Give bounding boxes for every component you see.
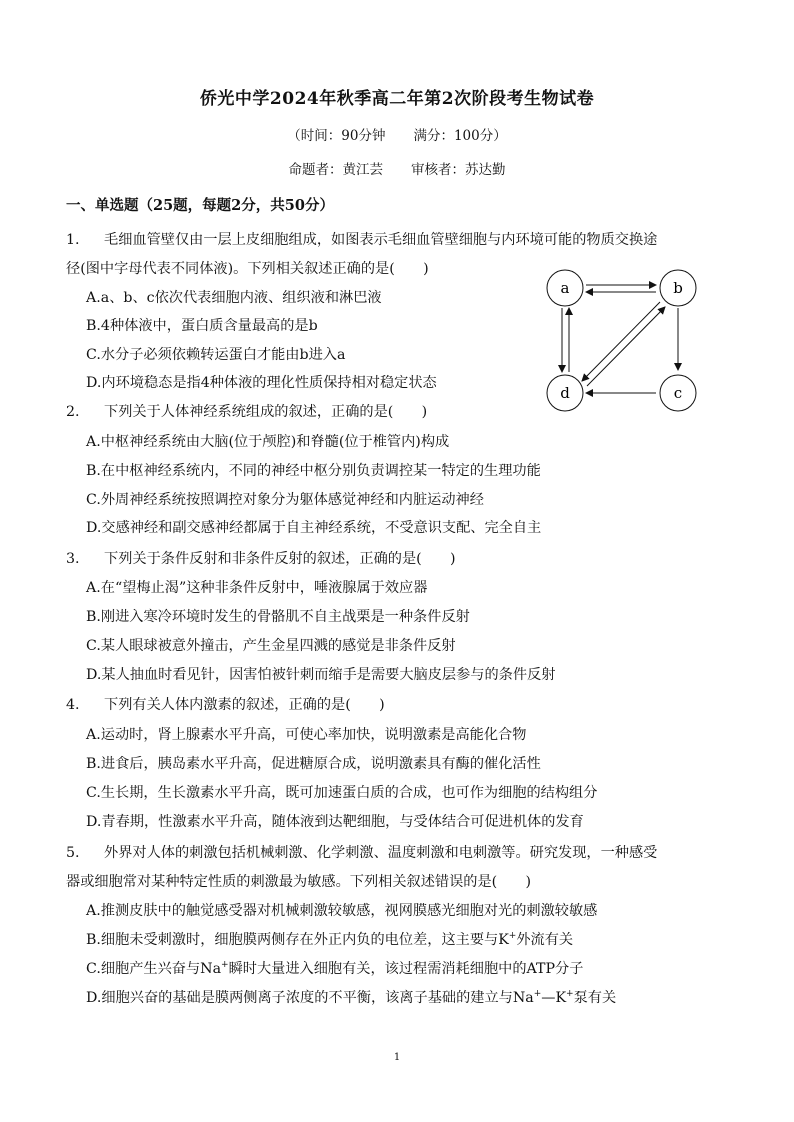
question-number: 5.: [66, 845, 80, 861]
question-4-option-a: A.运动时，肾上腺素水平升高，可使心率加快，说明激素是高能化合物: [86, 727, 527, 743]
reviewer-info: 审核者：苏达勤: [411, 162, 506, 178]
node-b: [660, 270, 696, 306]
question-1-stem-line2: 径(图中字母代表不同体液)。下列相关叙述正确的是( ): [66, 261, 429, 277]
question-1-option-a: A.a、b、c依次代表细胞内液、组织液和淋巴液: [86, 290, 382, 306]
node-b-label: b: [673, 279, 683, 297]
node-c: [660, 375, 696, 411]
question-5-stem-line2: 器或细胞常对某种特定性质的刺激最为敏感。下列相关叙述错误的是( ): [66, 874, 532, 890]
question-2-option-d: D.交感神经和副交感神经都属于自主神经系统，不受意识支配、完全自主: [86, 520, 542, 536]
exam-authors: [0, 158, 794, 178]
question-5-option-b: B.细胞未受刺激时，细胞膜两侧存在外正内负的电位差，这主要与K+外流有关: [86, 931, 574, 948]
question-3-option-b: B.刚进入寒冷环境时发生的骨骼肌不自主战栗是一种条件反射: [86, 609, 470, 625]
question-3-option-c: C.某人眼球被意外撞击，产生金星四溅的感觉是非条件反射: [86, 638, 456, 654]
question-number: 2.: [66, 404, 80, 420]
arrow-d-to-b: [587, 307, 665, 386]
exam-title: 侨光中学2024年秋季高二年第2次阶段考生物试卷: [199, 89, 595, 109]
question-3-stem: 3. 下列关于条件反射和非条件反射的叙述，正确的是( ): [66, 551, 456, 567]
question-number: 1.: [66, 232, 80, 248]
question-2-stem: 2. 下列关于人体神经系统组成的叙述，正确的是( ): [66, 404, 428, 420]
arrow-b-to-d: [582, 302, 660, 381]
page-number: 1: [393, 1052, 401, 1063]
question-1-option-b: B.4种体液中，蛋白质含量最高的是b: [86, 318, 318, 334]
question-number: 4.: [66, 697, 80, 713]
node-a-label: a: [560, 279, 570, 297]
node-d: [547, 375, 583, 411]
body-fluid-diagram: [530, 262, 730, 417]
question-4-stem: 4. 下列有关人体内激素的叙述，正确的是( ): [66, 697, 385, 713]
question-3-option-a: A.在“望梅止渴”这种非条件反射中，唾液腺属于效应器: [86, 580, 428, 596]
question-2-option-a: A.中枢神经系统由大脑(位于颅腔)和脊髓(位于椎管内)构成: [86, 434, 450, 450]
question-2-option-c: C.外周神经系统按照调控对象分为躯体感觉神经和内脏运动神经: [86, 492, 484, 508]
question-5-option-a: A.推测皮肤中的触觉感受器对机械刺激较敏感，视网膜感光细胞对光的刺激较敏感: [86, 903, 598, 919]
question-4-option-b: B.进食后，胰岛素水平升高，促进糖原合成，说明激素具有酶的催化活性: [86, 756, 541, 772]
question-4-option-c: C.生长期，生长激素水平升高，既可加速蛋白质的合成，也可作为细胞的结构组分: [86, 785, 598, 801]
node-c-label: c: [673, 384, 683, 402]
score-info: 满分：100分）: [413, 128, 507, 144]
exam-time-score: [0, 124, 794, 144]
question-1-option-c: C.水分子必须依赖转运蛋白才能由b进入a: [86, 347, 346, 363]
question-5-option-d: D.细胞兴奋的基础是膜两侧离子浓度的不平衡，该离子基础的建立与Na+—K+泵有关: [86, 989, 617, 1006]
question-2-option-b: B.在中枢神经系统内，不同的神经中枢分别负责调控某一特定的生理功能: [86, 463, 541, 479]
section-heading: 一、单选题（25题，每题2分，共50分）: [66, 197, 334, 214]
question-3-option-d: D.某人抽血时看见针，因害怕被针刺而缩手是需要大脑皮层参与的条件反射: [86, 667, 556, 683]
node-d-label: d: [560, 384, 570, 402]
question-number: 3.: [66, 551, 80, 567]
question-1-stem-line1: 1. 毛细血管壁仅由一层上皮细胞组成，如图表示毛细血管壁细胞与内环境可能的物质交换途: [66, 232, 658, 248]
time-info: （时间：90分钟: [287, 128, 386, 144]
question-4-option-d: D.青春期，性激素水平升高，随体液到达靶细胞，与受体结合可促进机体的发育: [86, 814, 584, 830]
question-5-option-c: C.细胞产生兴奋与Na+瞬时大量进入细胞有关，该过程需消耗细胞中的ATP分子: [86, 960, 584, 977]
question-1-option-d: D.内环境稳态是指4种体液的理化性质保持相对稳定状态: [86, 375, 437, 391]
author-info: 命题者：黄江芸: [288, 162, 383, 178]
question-5-stem-line1: 5. 外界对人体的刺激包括机械刺激、化学刺激、温度刺激和电刺激等。研究发现，一种感受: [66, 845, 658, 861]
node-a: [547, 270, 583, 306]
